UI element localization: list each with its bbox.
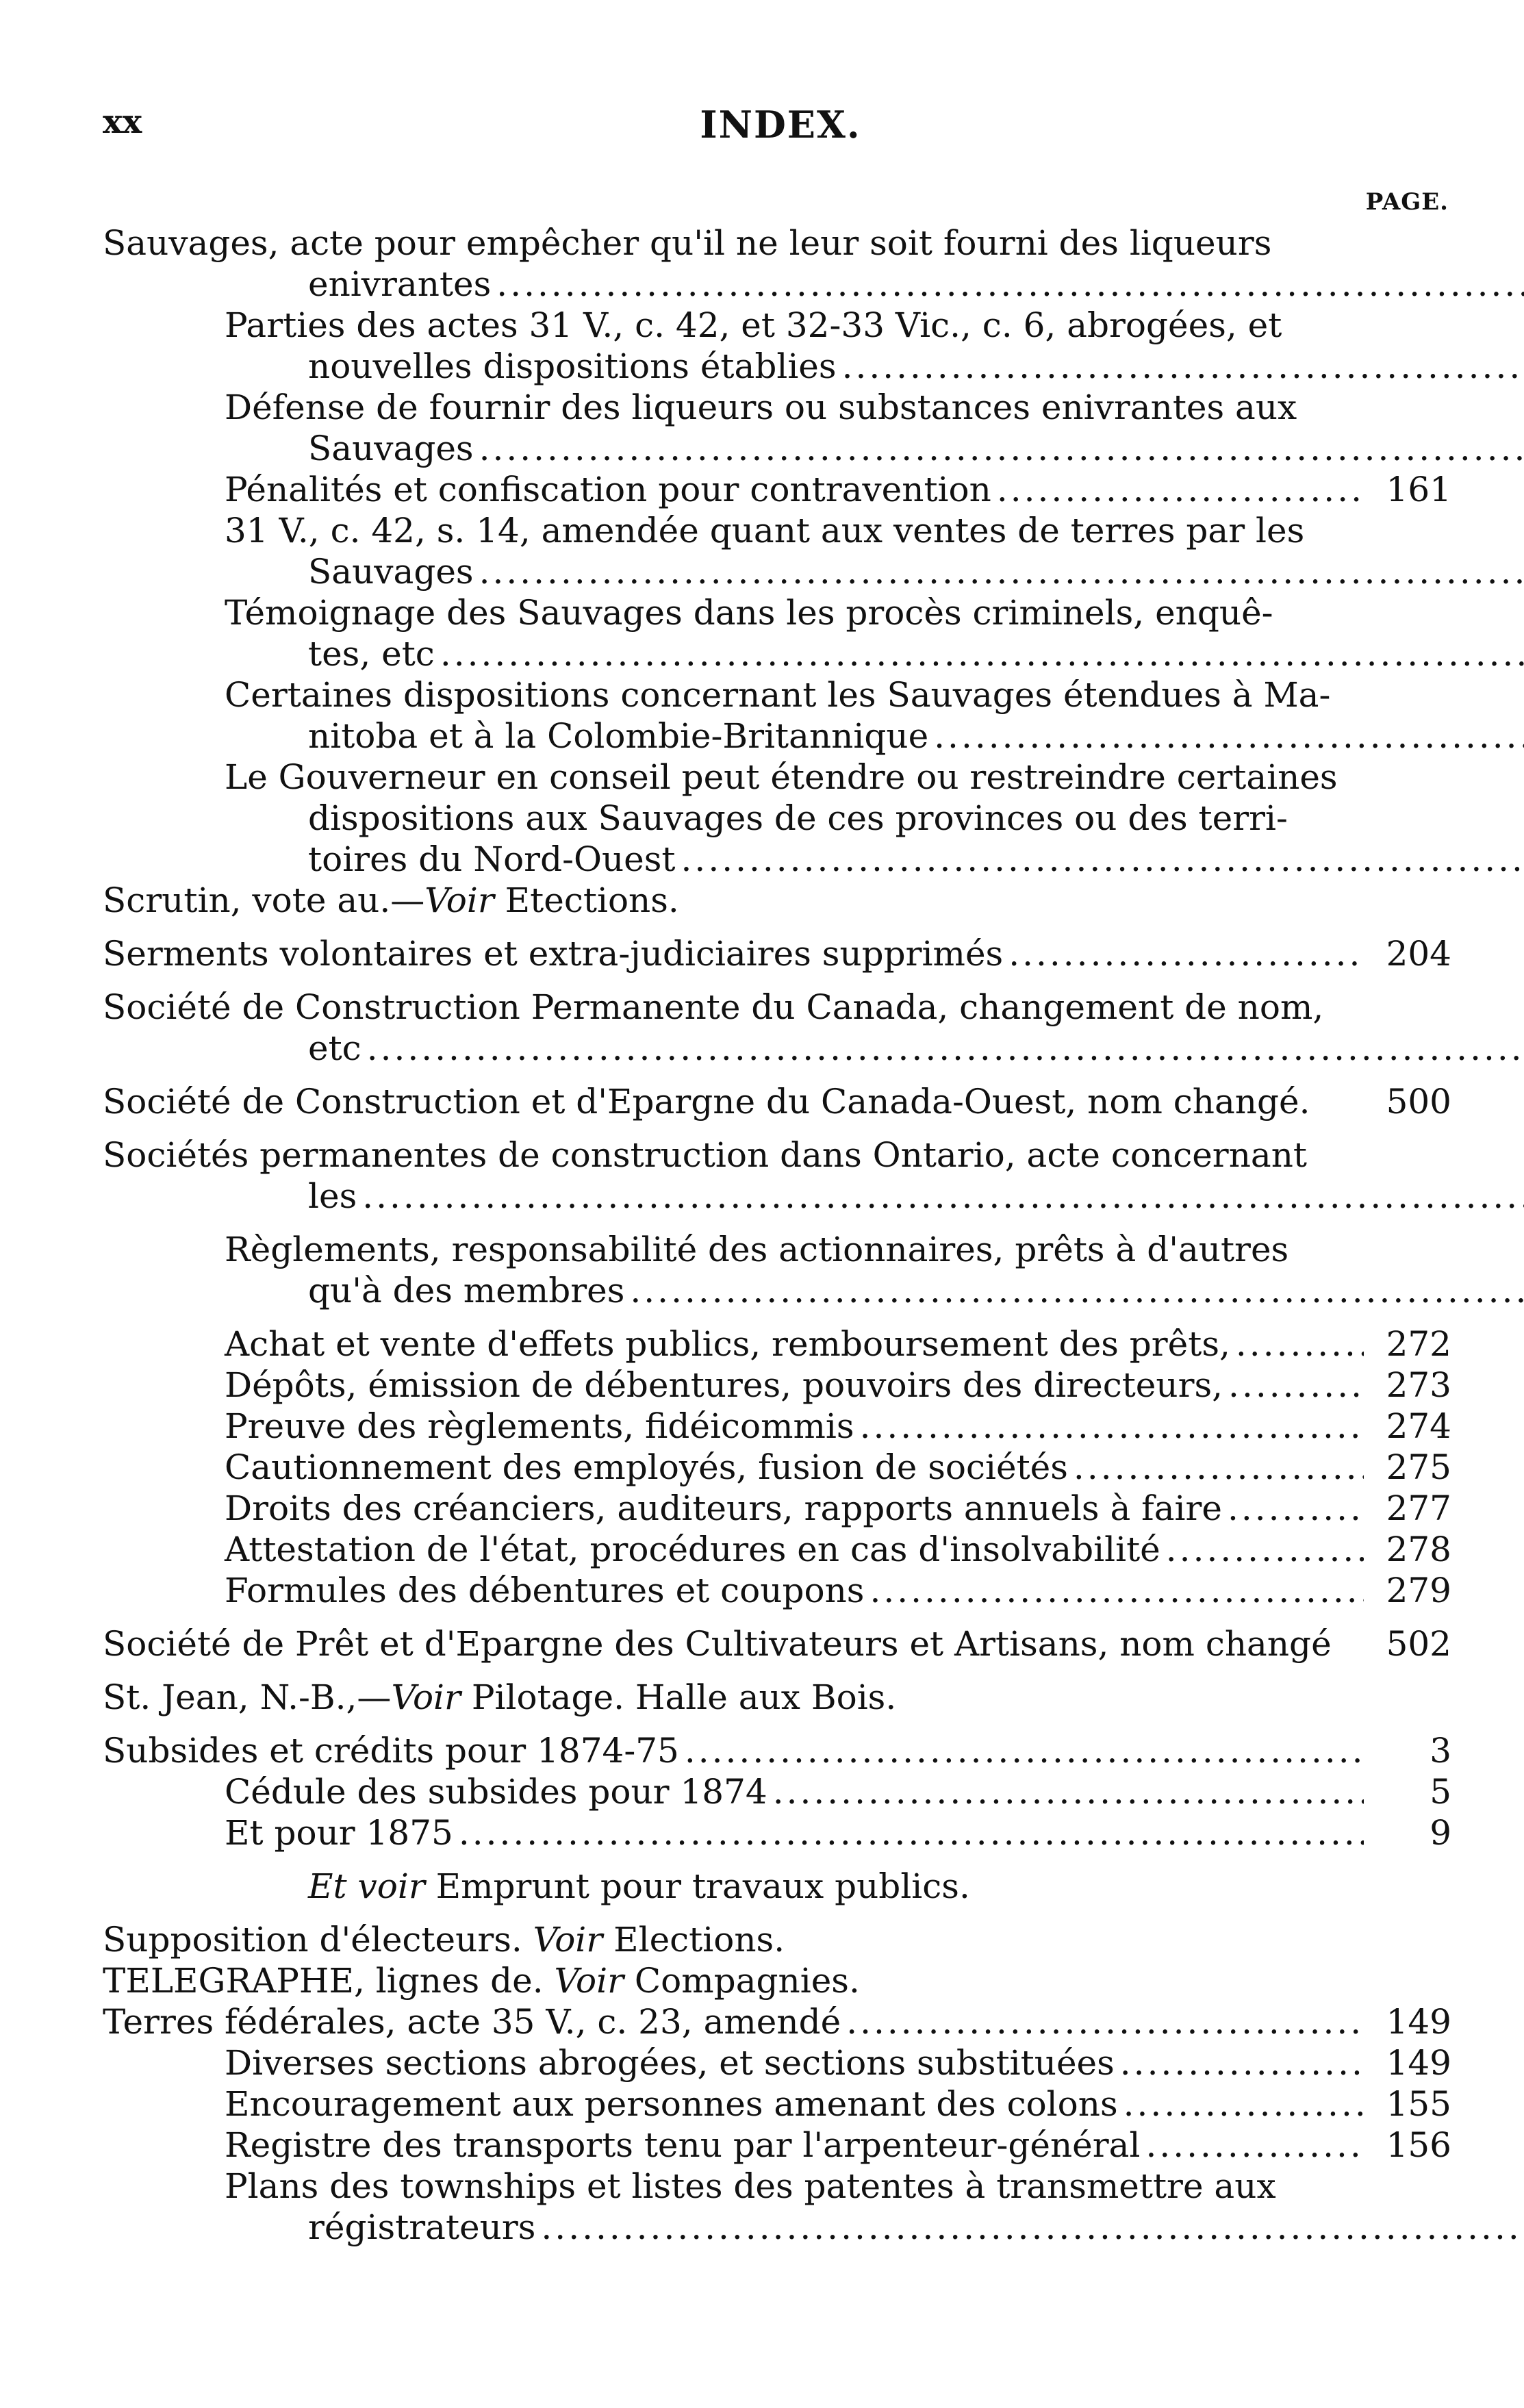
page-ref: 502 [1386,1624,1451,1664]
entry-last-line [308,1866,1451,1907]
dot-leader [1120,2042,1364,2083]
dot-leader [362,1176,1524,1216]
entry-last-line [225,1323,1451,1365]
entry-last-line [103,1960,1451,2001]
dot-leader [367,1028,1524,1068]
index-entry [103,387,1451,469]
page-number: xx [103,103,142,141]
dot-leader [1228,1365,1364,1406]
entry-text: Terres fédérales, acte 35 V., c. 23, amendé [103,2002,841,2042]
index-entry [103,510,1451,592]
page-ref: 273 [1386,1365,1451,1405]
entry-last-line [225,1270,1451,1311]
entry-text: Formules des débentures et coupons [225,1571,865,1610]
entry-voir: Et voir [308,1866,425,1906]
index-entry [103,1529,1451,1570]
dot-leader [934,716,1524,756]
dot-leader [773,1771,1364,1812]
entry-last-line [103,880,1451,921]
entry-line: Sauvages, acte pour empêcher qu'il ne leur soit fourni des liqueurs [103,223,1272,263]
page-ref: 161 [1386,470,1451,509]
entry-line: Défense de fournir des liqueurs ou substances enivrantes aux [225,388,1297,427]
entry-last-line [103,264,1451,305]
index-entry [103,1730,1451,1771]
dot-leader [496,264,1524,304]
entry-last-line [225,1365,1451,1406]
index-entry [103,1488,1451,1529]
dot-leader [440,634,1524,674]
entry-last-line [103,1730,1451,1771]
index-entry [103,592,1451,674]
page-ref: 500 [1386,1082,1451,1121]
entry-line: Règlements, responsabilité des actionnaires, prêts à d'autres [225,1230,1289,1269]
entry-last-line [225,1447,1451,1488]
entry-line: Plans des townships et listes des patentes à transmettre aux [225,2166,1276,2206]
entry-last-line [225,839,1451,880]
dot-leader [459,1812,1364,1853]
index-entry [103,933,1451,974]
entry-last-line [225,469,1451,510]
entry-last-line [103,1677,1451,1718]
page-ref: 156 [1386,2125,1451,2165]
entry-last-line [225,1570,1451,1611]
dot-leader [1236,1323,1364,1365]
entry-text: Cautionnement des employés, fusion de sociétés [225,1447,1068,1487]
dot-leader [479,429,1524,468]
page-ref: 272 [1386,1324,1451,1364]
page-ref: 9 [1430,1813,1451,1853]
index-entry [103,2042,1451,2083]
entry-text: régistrateurs [308,2207,536,2247]
entry-text: nitoba et à la Colombie-Britannique [308,716,929,756]
entry-text: Droits des créanciers, auditeurs, rapports annuels à faire [225,1488,1222,1528]
page-header [103,103,1458,157]
entry-text: St. Jean, N.-B.,—Voir Pilotage. Halle aux Bois. [103,1677,897,1717]
dot-leader [681,839,1524,879]
entry-line: Témoignage des Sauvages dans les procès criminels, enquê- [225,593,1273,633]
dot-leader [1228,1488,1364,1529]
index-entry [103,2125,1451,2166]
dot-leader [997,469,1364,510]
page-ref: 149 [1386,2043,1451,2083]
entry-last-line [225,1529,1451,1570]
index-entry [103,1677,1451,1718]
page-title: INDEX. [700,103,861,147]
index-entry [103,757,1451,880]
entry-text: Serments volontaires et extra-judiciaires supprimés [103,934,1004,974]
entry-last-line [225,2207,1451,2248]
entry-last-line [103,1176,1451,1217]
index-entry [103,2001,1451,2042]
entry-last-line [225,346,1451,387]
index-entries [103,223,1451,2248]
entry-last-line [225,1488,1451,1529]
entry-text: Subsides et crédits pour 1874-75 [103,1731,679,1771]
entry-last-line [225,2125,1451,2166]
entry-last-line [103,1081,1451,1122]
page-ref: 5 [1430,1772,1451,1812]
index-entry [103,674,1451,757]
entry-text: Société de Prêt et d'Epargne des Cultivateurs et Artisans, nom changé [103,1624,1332,1664]
entry-line: 31 V., c. 42, s. 14, amendée quant aux ventes de terres par les [225,511,1305,550]
entry-line: Société de Construction Permanente du Canada, changement de nom, [103,987,1324,1027]
page-ref: 279 [1386,1571,1451,1610]
index-entry [103,1406,1451,1447]
index-entry [103,2166,1451,2248]
dot-leader [479,552,1524,592]
entry-text: les [308,1176,357,1216]
index-entry [103,1570,1451,1611]
index-entry [103,305,1451,387]
entry-text: Et voir Emprunt pour travaux publics. [308,1866,970,1906]
entry-voir: Voir [424,880,494,920]
page-ref: 204 [1386,934,1451,974]
entry-text: Sauvages [308,429,474,468]
dot-leader [685,1730,1364,1771]
entry-text: Encouragement aux personnes amenant des colons [225,2084,1118,2124]
entry-text: Société de Construction et d'Epargne du Canada-Ouest, nom changé. [103,1082,1310,1121]
entry-text: Preuve des règlements, fidéicommis [225,1406,854,1446]
entry-line: Certaines dispositions concernant les Sauvages étendues à Ma- [225,675,1331,715]
entry-line: Parties des actes 31 V., c. 42, et 32-33 Vic., c. 6, abrogées, et [225,305,1282,345]
entry-voir: Voir [554,1961,624,2001]
entry-voir: Voir [391,1677,461,1717]
entry-last-line [225,1812,1451,1853]
entry-text: etc [308,1028,361,1068]
entry-text: toires du Nord-Ouest [308,839,676,879]
entry-text: Supposition d'électeurs. Voir Elections. [103,1920,785,1960]
index-entry [103,1135,1451,1217]
index-entry [103,1447,1451,1488]
page-ref: 275 [1386,1447,1451,1487]
index-entry [103,987,1451,1069]
entry-last-line [225,1771,1451,1812]
index-entry [103,880,1451,921]
dot-leader [1074,1447,1364,1488]
entry-text: Registre des transports tenu par l'arpenteur-général [225,2125,1141,2165]
entry-last-line [225,2042,1451,2083]
index-entry [103,1812,1451,1853]
entry-last-line [225,2083,1451,2125]
index-entry [103,2083,1451,2125]
dot-leader [630,1271,1524,1310]
entry-text: Cédule des subsides pour 1874 [225,1772,767,1812]
entry-line: Le Gouverneur en conseil peut étendre ou restreindre certaines [225,757,1338,797]
entry-text: Diverses sections abrogées, et sections substituées [225,2043,1115,2083]
dot-leader [541,2207,1524,2247]
dot-leader [869,1570,1364,1611]
index-entry [103,1081,1451,1122]
entry-text: enivrantes [308,264,492,304]
entry-text: Dépôts, émission de débentures, pouvoirs des directeurs, [225,1365,1223,1405]
page-ref: 274 [1386,1406,1451,1446]
entry-last-line [225,633,1451,674]
entry-text: Attestation de l'état, procédures en cas d'insolvabilité [225,1530,1160,1569]
index-entry [103,1960,1451,2001]
entry-last-line [225,551,1451,592]
index-entry [103,1919,1451,1960]
dot-leader [1123,2083,1364,2125]
entry-line: Sociétés permanentes de construction dans Ontario, acte concernant [103,1135,1308,1175]
dot-leader [860,1406,1364,1447]
dot-leader [1008,933,1364,974]
index-entry [103,1771,1451,1812]
index-entry [103,223,1451,305]
entry-last-line [225,428,1451,469]
index-entry [103,469,1451,510]
entry-last-line [103,1623,1451,1664]
entry-last-line [103,2001,1451,2042]
page-column-label: PAGE. [1365,188,1449,216]
page-ref: 3 [1430,1731,1451,1771]
entry-text: Achat et vente d'effets publics, remboursement des prêts, [225,1324,1230,1364]
index-entry [103,1229,1451,1311]
entry-last-line [225,1406,1451,1447]
entry-text: Pénalités et confiscation pour contravention [225,470,991,509]
entry-text: Scrutin, vote au.—Voir Etections. [103,880,679,920]
page-ref: 278 [1386,1530,1451,1569]
entry-text: Sauvages [308,552,474,592]
entry-voir: Voir [533,1920,603,1960]
entry-text: tes, etc [308,634,435,674]
entry-last-line [225,715,1451,757]
index-entry [103,1623,1451,1664]
entry-last-line [103,1919,1451,1960]
entry-text: qu'à des membres [308,1271,625,1310]
page-ref: 277 [1386,1488,1451,1528]
index-entry [103,1866,1451,1907]
page-ref: 149 [1386,2002,1451,2042]
dot-leader [1166,1529,1364,1570]
entry-text: Et pour 1875 [225,1813,453,1853]
entry-text: TELEGRAPHE, lignes de. Voir Compagnies. [103,1961,860,2001]
index-entry [103,1365,1451,1406]
entry-text: nouvelles dispositions établies [308,346,837,386]
dot-leader [1145,2125,1364,2166]
index-entry [103,1323,1451,1365]
entry-last-line [103,1028,1451,1069]
page-ref: 155 [1386,2084,1451,2124]
entry-last-line [103,933,1451,974]
dot-leader [842,346,1524,386]
dot-leader [846,2001,1364,2042]
entry-line: dispositions aux Sauvages de ces provinces ou des terri- [308,798,1288,838]
